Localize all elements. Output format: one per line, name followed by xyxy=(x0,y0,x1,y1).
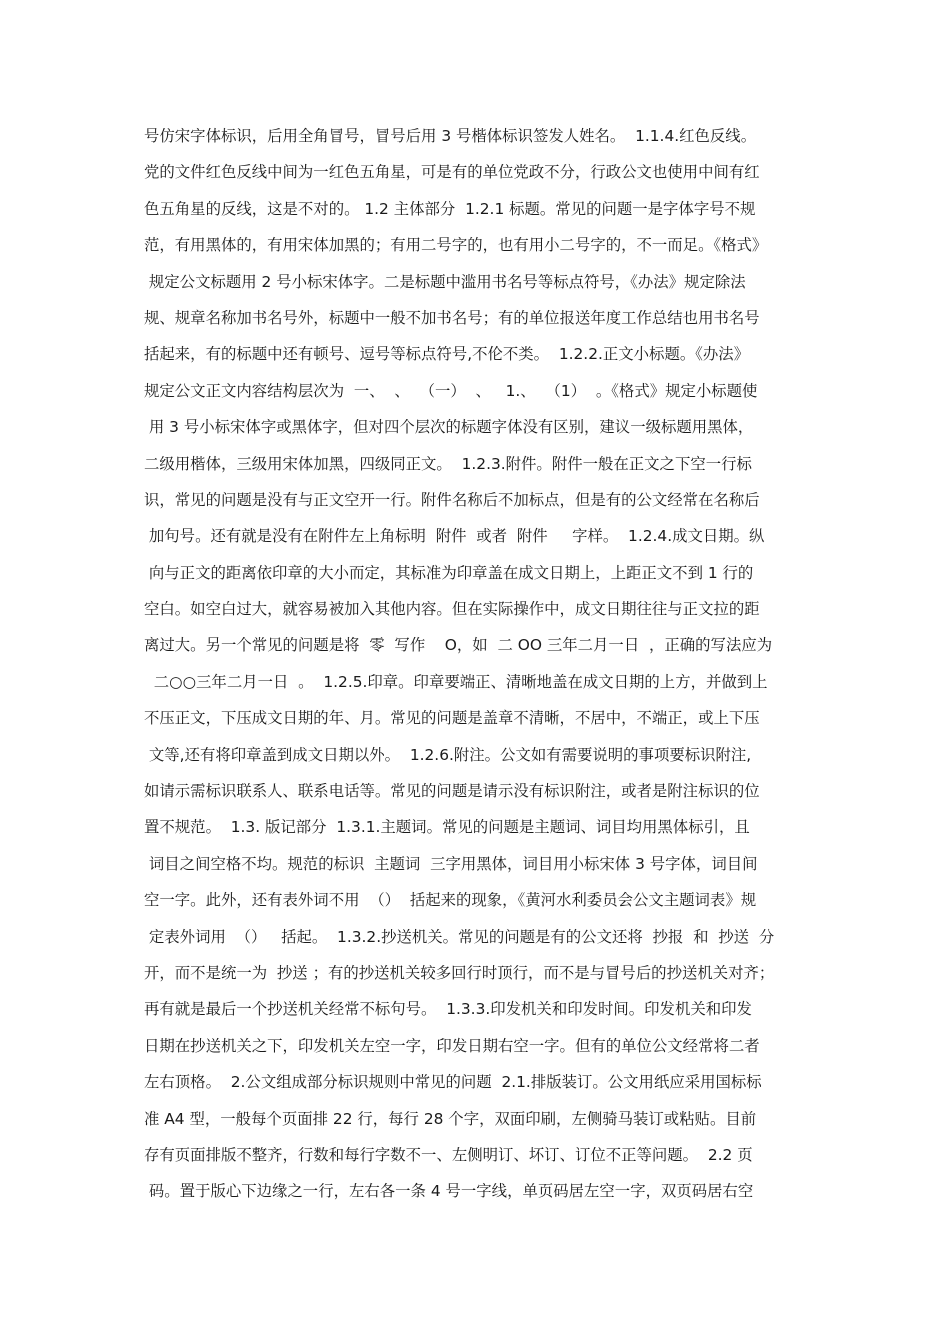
text-line: 括起来，有的标题中还有顿号、逗号等标点符号,不伦不类。 1.2.2.正文小标题。《办法》 xyxy=(144,345,750,364)
text-line: 规定公文标题用 2 号小标宋体字。二是标题中滥用书名号等标点符号，《办法》规定除法 xyxy=(144,272,746,291)
text-line: 向与正文的距离依印章的大小而定，其标准为印章盖在成文日期上，上距正文不到 1 行的 xyxy=(144,563,754,582)
text-line: 二○○三年二月一日 。 1.2.5.印章。印章要端正、清晰地盖在成文日期的上方，并做到上 xyxy=(144,672,768,691)
text-line: 开，而不是统一为 抄送 ；有的抄送机关较多回行时顶行，而不是与冒号后的抄送机关对齐； xyxy=(144,963,775,982)
text-line: 日期在抄送机关之下，印发机关左空一字，印发日期右空一字。但有的单位公文经常将二者 xyxy=(144,1036,760,1055)
text-line: 离过大。另一个常见的问题是将 零 写作 O，如 二 OO 三年二月一日 ，正确的写法应为 xyxy=(144,636,773,655)
text-line: 党的文件红色反线中间为一红色五角星，可是有的单位党政不分，行政公文也使用中间有红 xyxy=(144,163,760,182)
text-line: 词目之间空格不均。规范的标识 主题词 三字用黑体，词目用小标宋体 3 号字体，词目间 xyxy=(144,854,758,873)
text-line: 文等,还有将印章盖到成文日期以外。 1.2.6.附注。公文如有需要说明的事项要标识附注, xyxy=(144,745,752,764)
text-line: 如请示需标识联系人、联系电话等。常见的问题是请示没有标识附注，或者是附注标识的位 xyxy=(144,782,760,801)
text-line: 不压正文，下压成文日期的年、月。常见的问题是盖章不清晰，不居中，不端正，或上下压 xyxy=(144,709,760,728)
text-line: 定表外词用 （） 括起。 1.3.2.抄送机关。常见的问题是有的公文还将 抄报 和 抄送 分 xyxy=(144,927,775,946)
text-line: 再有就是最后一个抄送机关经常不标句号。 1.3.3.印发机关和印发时间。印发机关和印发 xyxy=(144,1000,752,1019)
text-line: 号仿宋字体标识，后用全角冒号，冒号后用 3 号楷体标识签发人姓名。 1.1.4.红色反线。 xyxy=(144,127,757,145)
text-line: 规定公文正文内容结构层次为 一、 、 （一） 、 1.、 （1） 。《格式》规定小标题使 xyxy=(144,381,758,400)
text-line: 置不规范。 1.3. 版记部分 1.3.1.主题词。常见的问题是主题词、词目均用黑体标引，且 xyxy=(144,818,750,837)
text-line: 码。置于版心下边缘之一行，左右各一条 4 号一字线，单页码居左空一字，双页码居右空 xyxy=(144,1182,754,1201)
text-line: 规、规章名称加书名号外，标题中一般不加书名号；有的单位报送年度工作总结也用书名号 xyxy=(144,308,760,327)
text-line: 范，有用黑体的，有用宋体加黑的；有用二号字的，也有用小二号字的，不一而足。《格式》 xyxy=(144,236,768,255)
text-line: 二级用楷体，三级用宋体加黑，四级同正文。 1.2.3.附件。附件一般在正文之下空一行标 xyxy=(144,454,752,473)
text-line: 加句号。还有就是没有在附件左上角标明 附件 或者 附件 字样。 1.2.4.成文日期。纵 xyxy=(144,527,765,546)
text-line: 准 A4 型，一般每个页面排 22 行，每行 28 个字，双面印刷，左侧骑马装订或粘贴。目前 xyxy=(144,1109,757,1128)
text-line: 色五角星的反线，这是不对的。 1.2 主体部分 1.2.1 标题。常见的问题一是字体字号不规 xyxy=(144,199,756,218)
text-line: 空一字。此外，还有表外词不用 （） 括起来的现象，《黄河水利委员会公文主题词表》规 xyxy=(144,891,757,910)
text-line: 存有页面排版不整齐，行数和每行字数不一、左侧明订、坏订、订位不正等问题。 2.2 页 xyxy=(144,1145,753,1164)
text-line: 空白。如空白过大，就容易被加入其他内容。但在实际操作中，成文日期往往与正文拉的距 xyxy=(144,600,760,619)
body-text xyxy=(144,118,814,1210)
text-line: 左右顶格。 2.公文组成部分标识规则中常见的问题 2.1.排版装订。公文用纸应采用国标标 xyxy=(144,1073,762,1092)
text-line: 识，常见的问题是没有与正文空开一行。附件名称后不加标点，但是有的公文经常在名称后 xyxy=(144,490,760,509)
text-line: 用 3 号小标宋体字或黑体字，但对四个层次的标题字体没有区别，建议一级标题用黑体， xyxy=(144,418,754,437)
